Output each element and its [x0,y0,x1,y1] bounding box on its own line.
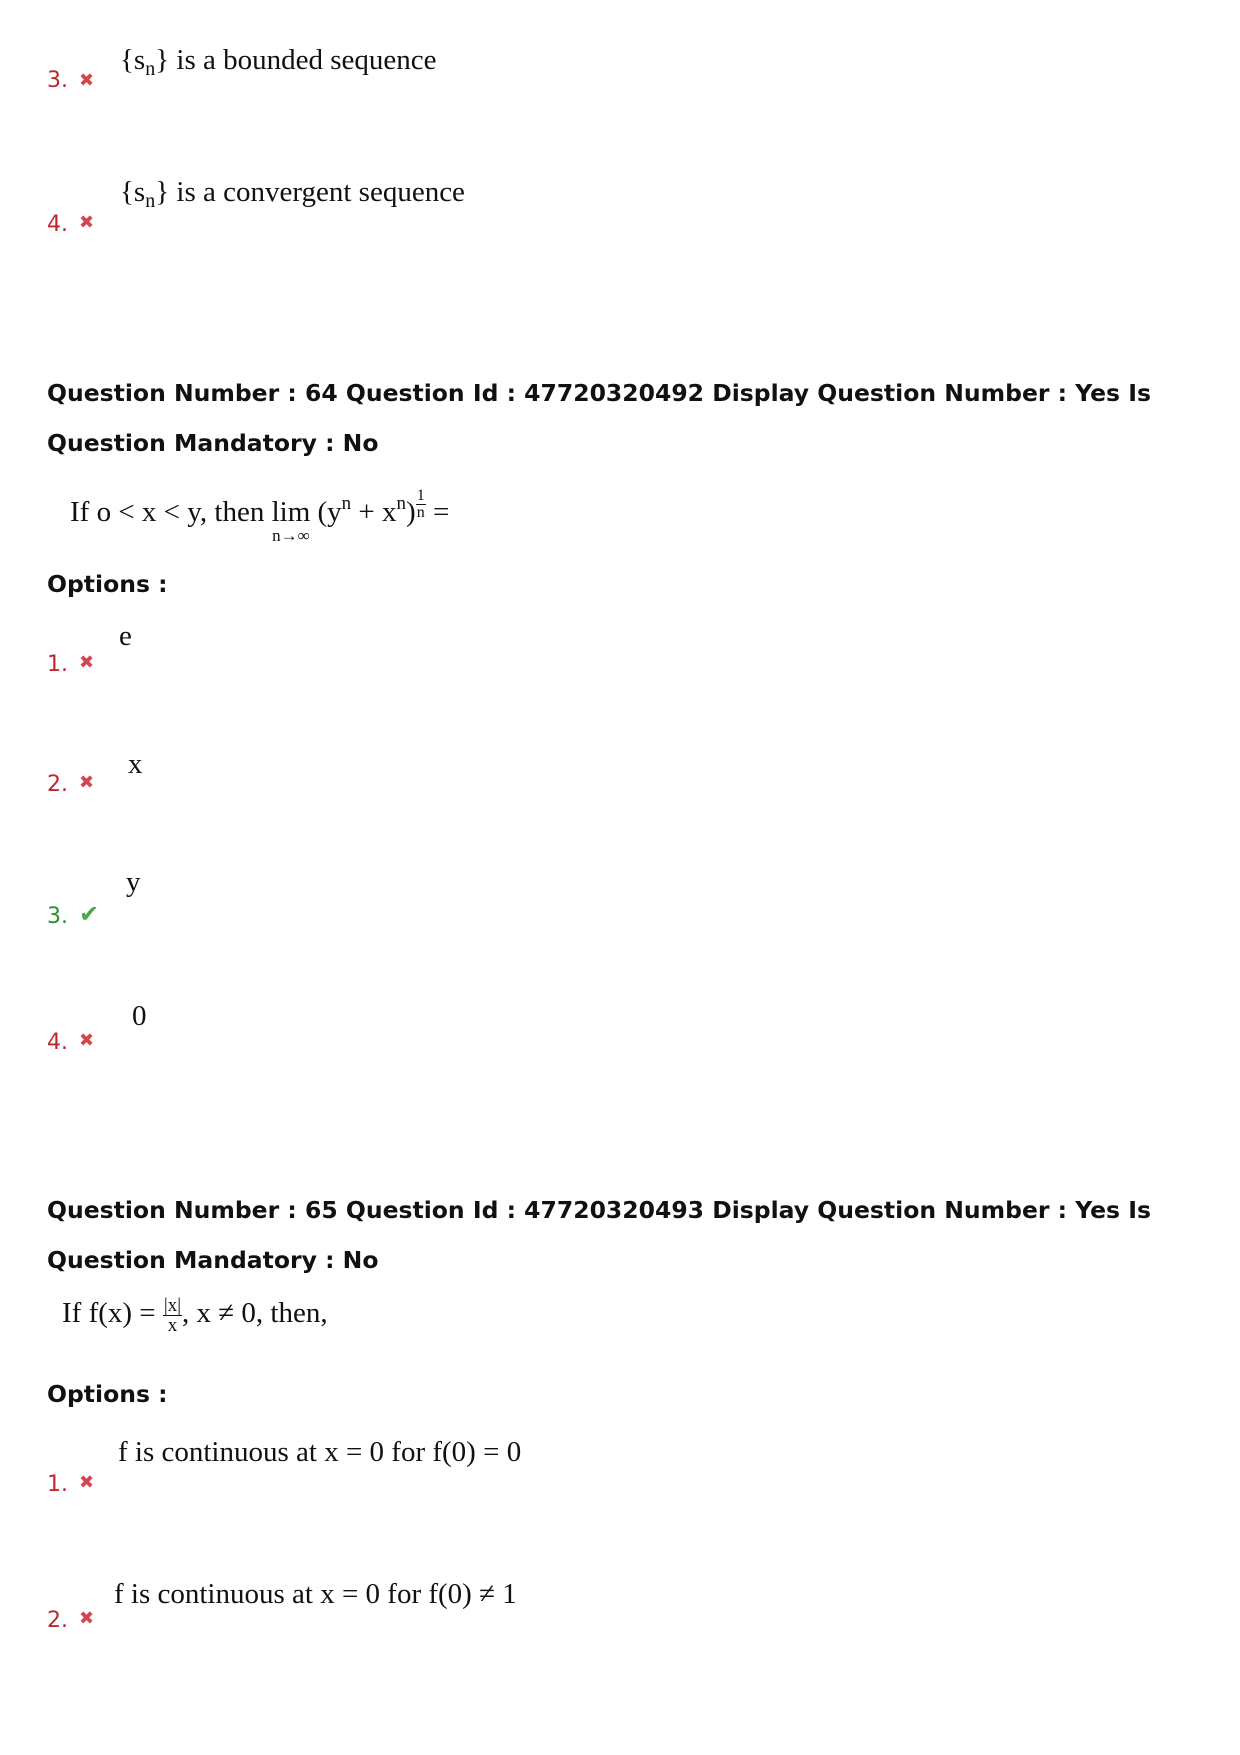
wrong-mark-icon: ✖ [79,1030,95,1051]
option-number: 3. [47,904,68,929]
option-number: 2. [47,772,68,797]
option-number: 1. [47,1472,68,1497]
wrong-mark-icon: ✖ [79,772,95,793]
question-64-stem: If o < x < y, then lim n→∞ $(y^n + x^n)$ $^{\frac{1}{n}}$ = [70,487,450,545]
wrong-mark-icon: ✖ [79,212,95,233]
options-label: Options : [47,570,168,598]
wrong-mark-icon: ✖ [79,1608,95,1629]
q65-option-2 [0,1578,1240,1658]
q65-option-1 [0,1436,1240,1516]
q64-option-1 [0,620,1240,700]
options-label: Options : [47,1380,168,1408]
wrong-mark-icon: ✖ [79,1472,95,1493]
q64-option-4 [0,1000,1240,1080]
prev-option-3 [0,40,1240,120]
q64-option-3 [0,866,1240,946]
question-65-header: Question Number : 65 Question Id : 47720320493 Display Question Number : Yes Is Question Mandatory : No [47,1196,1151,1274]
option-number: 2. [47,1608,68,1633]
check-mark-icon: ✔ [79,900,100,928]
option-number: 1. [47,652,68,677]
option-number: 4. [47,212,68,237]
option-text: $\{s_n\}$ is a bounded sequence [120,44,437,80]
option-text: f is continuous at x = 0 for f(0) = 0 [118,1436,522,1468]
prev-option-4 [0,172,1240,252]
option-text: $\{s_n\}$ is a convergent sequence [120,176,465,212]
wrong-mark-icon: ✖ [79,70,95,91]
option-text: e [119,620,132,652]
option-text: 0 [132,1000,147,1032]
option-text: f is continuous at x = 0 for f(0) ≠ 1 [114,1578,517,1610]
option-number: 3. [47,68,68,93]
q64-option-2 [0,748,1240,828]
question-64-header: Question Number : 64 Question Id : 47720320492 Display Question Number : Yes Is Question Mandatory : No [47,379,1151,457]
option-text: y [126,866,141,898]
option-number: 4. [47,1030,68,1055]
option-text: x [128,748,143,780]
wrong-mark-icon: ✖ [79,652,95,673]
question-65-stem: If f(x) = $\frac{|x|}{x}$ , x ≠ 0, then, [62,1295,328,1336]
